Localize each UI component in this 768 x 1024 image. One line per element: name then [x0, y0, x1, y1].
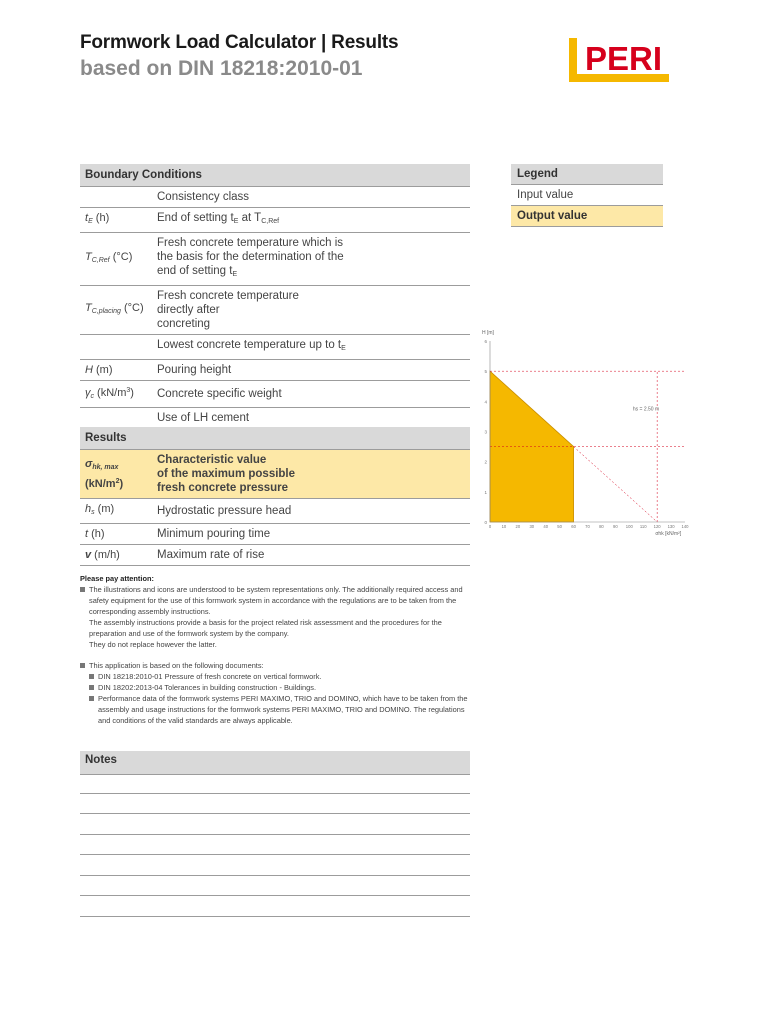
symbol-cell: t (h) [80, 524, 152, 545]
boundary-conditions-table [80, 164, 470, 429]
hs-annotation: hs = 2.50 m [632, 406, 660, 413]
symbol-cell: $t_E$ (h) [80, 208, 152, 233]
symbol-cell: $T_{C,Ref}$ (°C) [80, 233, 152, 286]
notes-line [80, 916, 470, 917]
notes-line [80, 854, 470, 855]
document-item: DIN 18202:2013-04 Tolerances in building construction - Buildings. [89, 682, 475, 693]
symbol-cell [80, 187, 152, 208]
x-tick-label: 10 [501, 524, 507, 529]
x-tick-label: 80 [599, 524, 604, 529]
y-tick-label: 2 [484, 459, 487, 465]
attention-text: They do not replace however the latter. [89, 640, 217, 649]
x-tick-label: 110 [639, 524, 647, 529]
legend-table [511, 164, 663, 227]
x-tick-label: 70 [585, 524, 590, 529]
table-row [80, 450, 470, 499]
legend-input-value: Input value [511, 185, 663, 206]
symbol-cell: v (m/h) [80, 545, 152, 566]
description-cell: Fresh concrete temperature directly after concreting [152, 286, 470, 335]
document-item: DIN 18218:2010-01 Pressure of fresh concrete on vertical formwork. [89, 671, 475, 682]
pressure-chart [480, 326, 690, 542]
symbol-cell: $h_s$ (m) [80, 499, 152, 524]
description-cell: Lowest concrete temperature up to $t_E$ [152, 335, 470, 360]
y-tick-label: 5 [484, 369, 487, 375]
notes-heading: Notes [80, 751, 470, 775]
y-tick-label: 6 [484, 339, 487, 344]
results-heading: Results [80, 427, 470, 450]
table-row [80, 545, 470, 566]
notes-line [80, 813, 470, 814]
table-row [80, 335, 470, 360]
symbol-cell [80, 335, 152, 360]
notes-line [80, 895, 470, 896]
attention-section [80, 573, 475, 726]
hydrostatic-line [574, 447, 658, 522]
description-cell: Fresh concrete temperature which is the basis for the determination of the end of setting $t_E$ [152, 233, 470, 286]
attention-heading: Please pay attention: [80, 574, 154, 583]
table-row [80, 381, 470, 408]
x-tick-label: 100 [625, 524, 633, 529]
x-tick-label: 40 [543, 524, 549, 529]
page-subtitle: based on DIN 18218:2010-01 [80, 57, 363, 80]
x-tick-label: 90 [613, 524, 618, 529]
symbol-cell: $T_{C,placing}$ (°C) [80, 286, 152, 335]
page-title: Formwork Load Calculator | Results [80, 32, 399, 53]
table-row [80, 360, 470, 381]
logo-text: PERI [585, 40, 663, 77]
symbol-cell [80, 408, 152, 429]
description-cell: Hydrostatic pressure head [152, 499, 470, 524]
table-row [80, 187, 470, 208]
description-cell: Use of LH cement [152, 408, 470, 429]
x-tick-label: 30 [529, 524, 535, 529]
y-tick-label: 0 [484, 520, 487, 525]
symbol-cell: $\gamma_c$ $(kN/m^3)$ [80, 381, 152, 408]
notes-line [80, 793, 470, 794]
symbol-cell: $\sigma_{hk, max}$ $(kN/m^2)$ [80, 450, 152, 499]
table-row [80, 208, 470, 233]
description-cell: Pouring height [152, 360, 470, 381]
y-tick-label: 4 [484, 399, 487, 405]
document-item: Performance data of the formwork systems PERI MAXIMO, TRIO and DOMINO, which have to be taken from the assembly and usage instructions for the formwork systems PERI MAXIMO, TRIO and DOMINO. The regulations and conditions of the valid standards are always applicable. [89, 693, 475, 726]
table-row [80, 233, 470, 286]
x-tick-label: 120 [653, 524, 661, 529]
x-tick-label: 140 [681, 524, 689, 529]
x-tick-label: 50 [557, 524, 562, 529]
y-axis-label: H [m] [482, 330, 494, 336]
legend-output-value: Output value [511, 206, 663, 227]
results-table [80, 427, 470, 566]
x-tick-label: 60 [571, 524, 576, 529]
x-axis-label: σhk [kN/m²] [655, 531, 682, 537]
notes-line [80, 834, 470, 835]
x-tick-label: 0 [488, 524, 492, 529]
legend-heading: Legend [511, 164, 663, 185]
attention-item [80, 660, 475, 726]
x-tick-label: 20 [515, 524, 521, 529]
table-row [80, 499, 470, 524]
attention-item [80, 584, 475, 650]
description-cell: Characteristic value of the maximum possible fresh concrete pressure [152, 450, 470, 499]
description-cell: Consistency class [152, 187, 470, 208]
attention-text: This application is based on the following documents: [89, 661, 264, 670]
description-cell: Minimum pouring time [152, 524, 470, 545]
attention-text: The illustrations and icons are understood to be system representations only. The additionally required access and safety equipment for the use of this formwork system in accordance with the regulations are to be taken from the corresponding assembly instructions. [89, 585, 463, 616]
boundary-conditions-heading: Boundary Conditions [80, 164, 470, 187]
description-cell: Concrete specific weight [152, 381, 470, 408]
notes-line [80, 875, 470, 876]
x-tick-label: 130 [667, 524, 675, 529]
description-cell: Maximum rate of rise [152, 545, 470, 566]
description-cell: End of setting $t_E$ at $T_{C,Ref}$ [152, 208, 470, 233]
y-tick-label: 3 [484, 429, 487, 435]
table-row [80, 524, 470, 545]
attention-text: The assembly instructions provide a basis for the project related risk assessment and the procedures for the preparation and use of the formwork system by the company. [89, 618, 442, 638]
peri-logo [563, 32, 671, 84]
y-tick-label: 1 [484, 489, 487, 495]
table-row [80, 408, 470, 429]
table-row [80, 286, 470, 335]
symbol-cell: H (m) [80, 360, 152, 381]
